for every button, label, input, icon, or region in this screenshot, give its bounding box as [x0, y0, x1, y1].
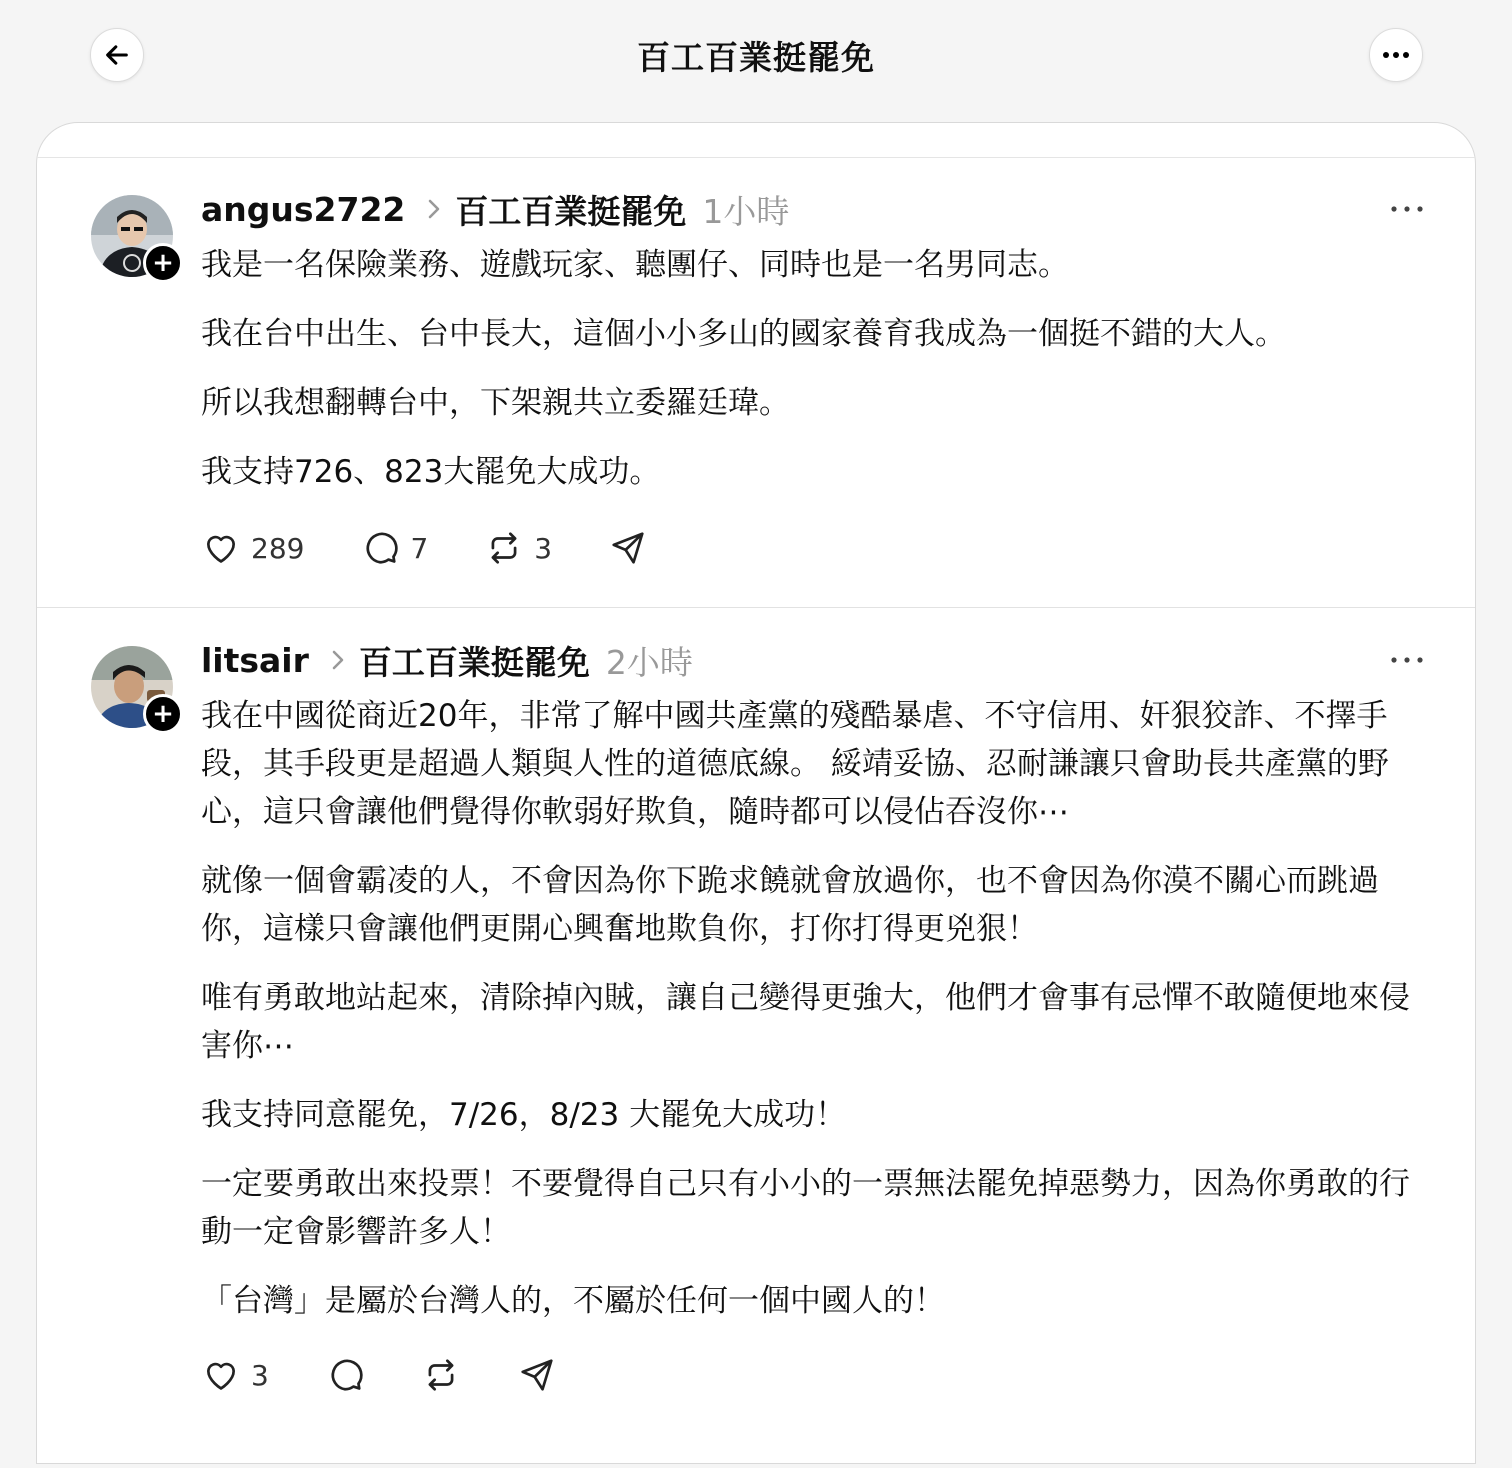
- chevron-right-icon: [427, 198, 441, 220]
- comment-icon: [360, 529, 400, 567]
- post-paragraph: 就像一個會霸凌的人，不會因為你下跪求饒就會放過你，也不會因為你漠不關心而跳過你，這樣只會讓他們更開心興奮地欺負你，打你打得更兇狠！: [201, 863, 1379, 947]
- like-button[interactable]: [201, 1356, 269, 1394]
- share-button[interactable]: [608, 529, 648, 567]
- community-name[interactable]: 百工百業挺罷免: [455, 191, 687, 231]
- post-paragraph: 我是一名保險業務、遊戲玩家、聽團仔、同時也是一名男同志。: [201, 247, 1069, 283]
- avatar-container[interactable]: [91, 646, 173, 728]
- like-button[interactable]: [201, 529, 304, 567]
- heart-icon: [201, 529, 241, 567]
- share-icon: [608, 529, 648, 567]
- ellipsis-icon: [1382, 51, 1410, 59]
- post-header: [201, 185, 789, 233]
- post-header: [201, 636, 693, 684]
- page-title: 百工百業挺罷免: [637, 38, 875, 77]
- post-paragraph: 我支持726、823大罷免大成功。: [201, 454, 661, 490]
- post-time: 1小時: [702, 191, 790, 231]
- username[interactable]: litsair: [201, 640, 309, 680]
- more-options-button[interactable]: [1369, 28, 1423, 82]
- repost-icon: [421, 1356, 461, 1394]
- avatar-container[interactable]: [91, 195, 173, 277]
- follow-plus-icon[interactable]: +: [143, 243, 183, 283]
- follow-plus-icon[interactable]: +: [143, 694, 183, 734]
- post-time: 2小時: [605, 642, 693, 682]
- post-actions: [201, 1356, 557, 1394]
- post-more-button[interactable]: [1383, 195, 1431, 223]
- repost-icon: [484, 529, 524, 567]
- post-body: [201, 692, 1431, 1346]
- ellipsis-icon: [1391, 206, 1423, 212]
- post-paragraph: 一定要勇敢出來投票！不要覺得自己只有小小的一票無法罷免掉惡勢力，因為你勇敢的行動一定會影響許多人！: [201, 1166, 1410, 1250]
- heart-icon: [201, 1356, 241, 1394]
- post-paragraph: 我支持同意罷免，7/26，8/23 大罷免大成功！: [201, 1097, 847, 1133]
- username[interactable]: angus2722: [201, 189, 406, 229]
- comment-button[interactable]: [360, 529, 428, 567]
- chevron-right-icon: [331, 649, 345, 671]
- comment-icon: [325, 1356, 365, 1394]
- comment-button[interactable]: [325, 1356, 365, 1394]
- community-name[interactable]: 百工百業挺罷免: [358, 642, 590, 682]
- post-actions: [201, 529, 648, 567]
- repost-button[interactable]: [421, 1356, 461, 1394]
- post-body: [201, 241, 1431, 517]
- post-paragraph: 我在台中出生、台中長大，這個小小多山的國家養育我成為一個挺不錯的大人。: [201, 316, 1286, 352]
- share-button[interactable]: [517, 1356, 557, 1394]
- repost-count: 3: [534, 531, 553, 565]
- share-icon: [517, 1356, 557, 1394]
- repost-button[interactable]: [484, 529, 552, 567]
- post: [37, 157, 1475, 608]
- post-more-button[interactable]: [1383, 646, 1431, 674]
- like-count: 289: [251, 531, 305, 565]
- feed-card: [36, 122, 1476, 1464]
- ellipsis-icon: [1391, 657, 1423, 663]
- like-count: 3: [251, 1358, 269, 1392]
- post-paragraph: 「台灣」是屬於台灣人的，不屬於任何一個中國人的！: [201, 1283, 945, 1319]
- comment-count: 7: [410, 531, 429, 565]
- post-paragraph: 所以我想翻轉台中，下架親共立委羅廷瑋。: [201, 385, 790, 421]
- post-paragraph: 唯有勇敢地站起來，清除掉內賊，讓自己變得更強大，他們才會事有忌憚不敢隨便地來侵害你⋯: [201, 980, 1410, 1064]
- post-paragraph: 我在中國從商近20年，非常了解中國共產黨的殘酷暴虐、不守信用、奸狠狡詐、不擇手段，其手段更是超過人類與人性的道德底線。 綏靖妥協、忍耐謙讓只會助長共產黨的野心，這只會讓他們覺得你軟弱好欺負，隨時都可以侵佔吞沒你⋯: [201, 698, 1389, 830]
- post: [37, 608, 1475, 1468]
- top-bar: [0, 0, 1512, 110]
